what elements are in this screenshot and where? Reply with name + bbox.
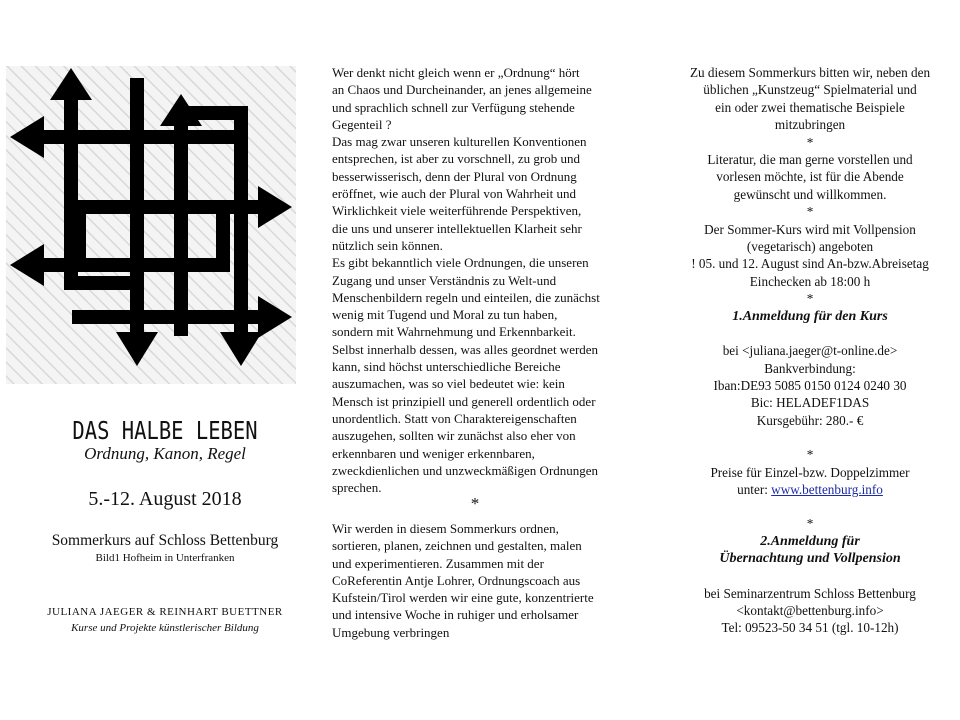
- literature-paragraph: Literatur, die man gerne vorstellen und vorlesen möchte, ist für die Abende gewünscht und willkommen.: [707, 152, 913, 202]
- intro-text: Wer denkt nicht gleich wenn er „Ordnung“ hört an Chaos und Durcheinander, an jenes allgemeine und sprachlich schnell zur Verfügung stehende Gegenteil ? Das mag zwar unseren kulturellen Konventionen entsprechen, ist aber zu vorschnell, zu grob und besserwisserisch, denn der Plural von Ordnung eröffnet, wie auch der Plural von Wahrheit und Wirklichkeit viele weiterführende Perspektiven, die uns und unserer intellektuellen Klarheit sehr nützlich sein können. Es gibt bekanntlich viele Ordnungen, die unseren Zugang und unser Verständnis zu Welt-und Menschenbildern regeln und einteilen, die zunächst wenig mit Tugend und Moral zu tun haben, sondern mit Wahrnehmung und Erkennbarkeit. Selbst innerhalb dessen, was alles geordnet werden kann, sind höchst unterschiedliche Bereiche auszumachen, was so viel bedeutet wie: kein Mensch ist prinzipiell und generell ordentlich oder unordentlich. Statt von Charaktereigenschaften auszugehen, sollten wir zunächst also eher von erkennbaren und weniger erkennbaren, zweckdienlichen und unzweckmäßigen Ordnungen sprechen.: [332, 65, 600, 496]
- course-description: Wir werden in diesem Sommerkurs ordnen, sortieren, planen, zeichnen und gestalten, malen und experimentieren. Zusammen mit der CoReferentin Antje Lohrer, Ordnungscoach aus Kufstein/Tirol werden wir eine gute, konzentrierte und intensive Woche in ruhiger und erholsamer Umgebung verbringen: [332, 521, 594, 640]
- authors: JULIANA JAEGER & REINHART BUETTNER: [47, 606, 283, 618]
- board-paragraph: Der Sommer-Kurs wird mit Vollpension (vegetarisch) angeboten ! 05. und 12. August sind An-bzw.Abreisetag Einchecken ab 18:00 h: [691, 221, 929, 289]
- course-venue: Sommerkurs auf Schloss Bettenburg: [51, 532, 279, 549]
- separator-star: *: [806, 516, 814, 532]
- course-registration-heading: 1.Anmeldung für den Kurs: [732, 308, 888, 324]
- authors-subtitle: Kurse und Projekte künstlerischer Bildung: [71, 622, 259, 634]
- materials-paragraph: Zu diesem Sommerkurs bitten wir, neben den üblichen „Kunstzeug“ Spielmaterial und ein oder zwei thematische Beispiele mitzubringen: [689, 65, 931, 133]
- accommodation-heading-1: 2.Anmeldung für: [760, 533, 860, 549]
- course-title: DAS HALBE LEBEN: [72, 416, 258, 445]
- right-panel: [640, 0, 960, 720]
- bettenburg-link[interactable]: www.bettenburg.info: [771, 481, 883, 497]
- separator-star: *: [806, 204, 814, 220]
- accommodation-heading-2: Übernachtung und Vollpension: [719, 551, 901, 567]
- order-arrows-logo: [6, 66, 296, 384]
- left-panel: [0, 0, 320, 720]
- room-prices-link-line: unter: www.bettenburg.info: [737, 481, 883, 497]
- venue-location: Bild1 Hofheim in Unterfranken: [95, 552, 235, 564]
- accommodation-contact: bei Seminarzentrum Schloss Bettenburg <kontakt@bettenburg.info> Tel: 09523-50 34 51 (tgl. 10-12h): [704, 585, 916, 636]
- separator-star: *: [806, 134, 814, 150]
- separator-star: *: [806, 291, 814, 307]
- middle-panel: [320, 0, 640, 720]
- registration-details: bei <juliana.jaeger@t-online.de> Bankverbindung: Iban:DE93 5085 0150 0124 0240 30 Bic: HELADEF1DAS Kursgebühr: 280.- €: [713, 343, 907, 428]
- info-column: [640, 64, 960, 637]
- separator-star: *: [470, 494, 480, 513]
- course-dates: 5.-12. August 2018: [88, 488, 242, 510]
- course-subtitle: Ordnung, Kanon, Regel: [84, 444, 246, 463]
- room-prices-text: Preise für Einzel-bzw. Doppelzimmer: [710, 464, 910, 480]
- separator-star: *: [806, 447, 814, 463]
